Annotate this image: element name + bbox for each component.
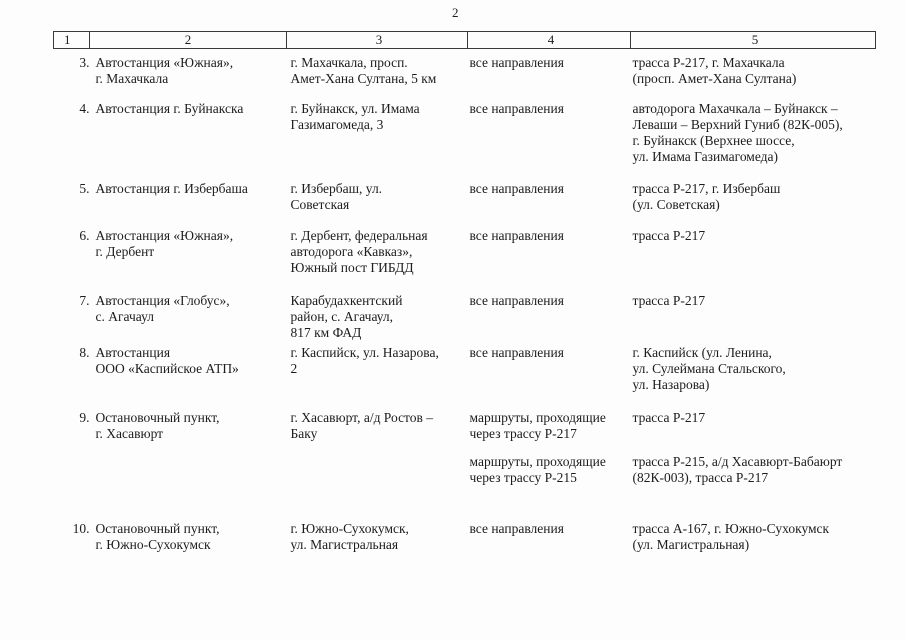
column-header-5: 5 — [631, 32, 876, 49]
route-description-line: трасса Р-215, а/д Хасавюрт-Бабаюрт — [632, 453, 843, 469]
directions-cell — [468, 99, 631, 179]
station-address-cell — [287, 99, 468, 179]
directions-cell — [468, 343, 631, 408]
route-description-cell — [631, 49, 876, 99]
row-number-cell — [54, 343, 90, 408]
table-row — [54, 226, 876, 291]
route-description-line: трасса А-167, г. Южно-Сухокумск — [632, 520, 830, 536]
route-description-line: г. Буйнакск (Верхнее шоссе, — [632, 132, 795, 148]
directions-line: все направления — [469, 520, 564, 536]
route-description-line: г. Каспийск (ул. Ленина, — [632, 344, 772, 360]
station-name-line: г. Южно-Сухокумск — [95, 536, 211, 552]
route-description-line: автодорога Махачкала – Буйнакск – — [632, 100, 838, 116]
row-number: 8. — [79, 344, 90, 360]
route-description-cell — [631, 452, 876, 519]
station-address-line: г. Южно-Сухокумск, — [290, 520, 409, 536]
route-description-cell — [631, 226, 876, 291]
row-number: 9. — [79, 409, 90, 425]
station-name-line: Автостанция г. Буйнакска — [95, 100, 244, 116]
route-description-cell — [631, 408, 876, 452]
station-name-cell — [90, 452, 287, 519]
table-row — [54, 452, 876, 519]
station-address-cell — [287, 452, 468, 519]
station-address-line: г. Каспийск, ул. Назарова, — [290, 344, 439, 360]
directions-line: все направления — [469, 227, 564, 243]
row-number-cell — [54, 519, 90, 559]
route-description-line: Леваши – Верхний Гуниб (82К-005), — [632, 116, 843, 132]
station-name-line: г. Хасавюрт — [95, 425, 164, 441]
row-number-cell — [54, 49, 90, 99]
station-name-line: г. Махачкала — [95, 71, 169, 86]
table-row — [54, 519, 876, 559]
route-description-line: (82К-003), трасса Р-217 — [632, 469, 769, 485]
station-name-line: г. Дербент — [95, 243, 155, 259]
station-name-line: Автостанция г. Избербаша — [95, 180, 248, 196]
table-row — [54, 408, 876, 452]
table-row — [54, 49, 876, 99]
directions-cell — [468, 408, 631, 452]
station-address-line: г. Хасавюрт, а/д Ростов – — [290, 409, 434, 425]
station-name-cell — [90, 226, 287, 291]
station-name-line: Остановочный пункт, — [95, 409, 220, 425]
directions-line: маршруты, проходящие — [469, 409, 606, 425]
page-number: 2 — [452, 5, 459, 20]
directions-line: через трассу Р-217 — [469, 425, 577, 441]
station-name-cell — [90, 99, 287, 179]
directions-line: все направления — [469, 292, 564, 308]
directions-line: все направления — [469, 180, 564, 196]
station-address-line: Советская — [290, 196, 350, 212]
column-header-3: 3 — [287, 32, 468, 49]
directions-line: все направления — [469, 100, 564, 116]
station-address-line: г. Махачкала, просп. — [290, 55, 408, 70]
station-address-line: 817 км ФАД — [290, 324, 362, 340]
column-header-2: 2 — [90, 32, 287, 49]
station-name-cell — [90, 519, 287, 559]
station-address-cell — [287, 408, 468, 452]
station-address-cell — [287, 343, 468, 408]
row-number-cell — [54, 179, 90, 226]
directions-line: через трассу Р-215 — [469, 469, 577, 485]
station-name-cell — [90, 343, 287, 408]
directions-cell — [468, 452, 631, 519]
station-address-cell — [287, 179, 468, 226]
route-description-cell — [631, 99, 876, 179]
station-address-cell — [287, 49, 468, 99]
row-number: 4. — [79, 100, 90, 116]
table-row — [54, 343, 876, 408]
station-address-line: г. Буйнакск, ул. Имама — [290, 100, 420, 116]
table-row — [54, 179, 876, 226]
station-address-cell — [287, 226, 468, 291]
station-address-line: ул. Магистральная — [290, 536, 399, 552]
station-address-cell — [287, 291, 468, 343]
station-address-line: Южный пост ГИБДД — [290, 259, 414, 275]
route-description-line: ул. Сулеймана Стальского, — [632, 360, 786, 376]
station-address-line: автодорога «Кавказ», — [290, 243, 413, 259]
column-header-4: 4 — [468, 32, 631, 49]
station-address-line: Газимагомеда, 3 — [290, 116, 384, 132]
route-description-line: трасса Р-217 — [632, 227, 706, 243]
row-number: 7. — [79, 292, 90, 308]
station-address-line: г. Избербаш, ул. — [290, 180, 383, 196]
row-number-cell — [54, 99, 90, 179]
row-number: 6. — [79, 227, 90, 243]
row-number-cell — [54, 291, 90, 343]
station-address-line: Баку — [290, 425, 318, 441]
directions-line: все направления — [469, 344, 564, 360]
column-number-row — [54, 32, 876, 49]
directions-cell — [468, 226, 631, 291]
station-name-cell — [90, 408, 287, 452]
station-name-cell — [90, 179, 287, 226]
row-number-cell — [54, 226, 90, 291]
table-row — [54, 99, 876, 179]
table-row — [54, 291, 876, 343]
directions-cell — [468, 49, 631, 99]
row-number: 5. — [79, 180, 90, 196]
station-name-line: с. Агачаул — [95, 308, 154, 324]
station-address-cell — [287, 519, 468, 559]
station-name-cell — [90, 291, 287, 343]
row-number: 3. — [79, 55, 90, 70]
station-address-line: район, с. Агачаул, — [290, 308, 394, 324]
directions-cell — [468, 291, 631, 343]
route-description-line: трасса Р-217 — [632, 409, 706, 425]
directions-cell — [468, 519, 631, 559]
route-description-line: трасса Р-217, г. Избербаш — [632, 180, 781, 196]
directions-line: все направления — [469, 55, 564, 70]
row-number: 10. — [72, 520, 90, 536]
station-name-line: Остановочный пункт, — [95, 520, 220, 536]
route-description-cell — [631, 519, 876, 559]
station-name-line: Автостанция — [95, 344, 171, 360]
route-description-line: (ул. Советская) — [632, 196, 720, 212]
row-number-cell — [54, 408, 90, 452]
station-name-line: Автостанция «Южная», — [95, 227, 234, 243]
route-description-cell — [631, 291, 876, 343]
station-name-cell — [90, 49, 287, 99]
route-description-line: ул. Имама Газимагомеда) — [632, 148, 779, 164]
station-address-line: 2 — [290, 360, 298, 376]
route-description-line: (просп. Амет-Хана Султана) — [632, 71, 797, 86]
row-number-cell — [54, 452, 90, 519]
station-address-line: г. Дербент, федеральная — [290, 227, 428, 243]
station-address-line: Карабудахкентский — [290, 292, 403, 308]
route-description-line: ул. Назарова) — [632, 376, 710, 392]
station-name-line: Автостанция «Глобус», — [95, 292, 230, 308]
directions-cell — [468, 179, 631, 226]
station-name-line: Автостанция «Южная», — [95, 55, 234, 70]
route-description-line: (ул. Магистральная) — [632, 536, 750, 552]
station-name-line: ООО «Каспийское АТП» — [95, 360, 239, 376]
station-address-line: Амет-Хана Султана, 5 км — [290, 71, 437, 86]
route-description-cell — [631, 179, 876, 226]
route-description-line: трасса Р-217, г. Махачкала — [632, 55, 785, 70]
stations-table — [53, 31, 876, 559]
route-description-line: трасса Р-217 — [632, 292, 706, 308]
route-description-cell — [631, 343, 876, 408]
column-header-1: 1 — [54, 32, 90, 49]
directions-line: маршруты, проходящие — [469, 453, 606, 469]
